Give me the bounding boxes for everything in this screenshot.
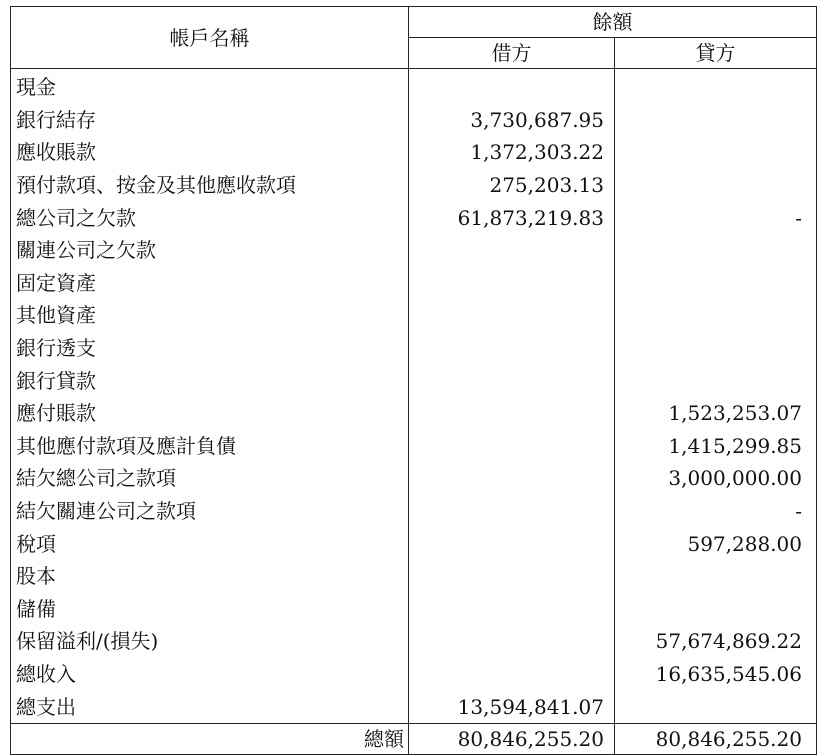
table-row	[11, 332, 817, 365]
table-header	[11, 7, 817, 69]
account-name-cell: 總收入	[11, 658, 409, 691]
table-row	[11, 169, 817, 202]
table-row	[11, 495, 817, 528]
credit-cell: 16,635,545.06	[615, 658, 817, 691]
trial-balance-table	[10, 6, 817, 755]
credit-cell	[615, 104, 817, 137]
table-row	[11, 462, 817, 495]
account-name-cell: 保留溢利/(損失)	[11, 625, 409, 658]
table-row	[11, 560, 817, 593]
debit-cell	[409, 299, 615, 332]
credit-cell	[615, 690, 817, 723]
debit-cell: 275,203.13	[409, 169, 615, 202]
account-name-cell: 股本	[11, 560, 409, 593]
credit-cell: 597,288.00	[615, 527, 817, 560]
credit-cell	[615, 593, 817, 626]
debit-cell	[409, 625, 615, 658]
table-row	[11, 104, 817, 137]
account-name-cell: 關連公司之欠款	[11, 234, 409, 267]
total-row	[11, 723, 817, 754]
table-row	[11, 267, 817, 300]
credit-cell: 1,523,253.07	[615, 397, 817, 430]
account-name-cell: 應付賬款	[11, 397, 409, 430]
debit-cell	[409, 527, 615, 560]
debit-cell	[409, 593, 615, 626]
account-name-cell: 結欠關連公司之款項	[11, 495, 409, 528]
account-name-cell: 預付款項、按金及其他應收款項	[11, 169, 409, 202]
credit-cell: -	[615, 495, 817, 528]
debit-cell	[409, 560, 615, 593]
credit-cell	[615, 299, 817, 332]
header-credit: 貸方	[615, 38, 817, 69]
table-row	[11, 625, 817, 658]
table-row	[11, 234, 817, 267]
debit-cell	[409, 267, 615, 300]
debit-cell: 1,372,303.22	[409, 136, 615, 169]
table-body	[11, 69, 817, 724]
credit-cell: -	[615, 201, 817, 234]
credit-cell: 57,674,869.22	[615, 625, 817, 658]
credit-cell	[615, 267, 817, 300]
credit-cell	[615, 69, 817, 104]
debit-cell: 61,873,219.83	[409, 201, 615, 234]
trial-balance-sheet	[10, 6, 816, 755]
account-name-cell: 固定資產	[11, 267, 409, 300]
credit-cell	[615, 332, 817, 365]
header-balance: 餘額	[409, 7, 817, 38]
table-row	[11, 690, 817, 723]
account-name-cell: 其他應付款項及應計負債	[11, 430, 409, 463]
credit-cell	[615, 560, 817, 593]
debit-cell	[409, 462, 615, 495]
credit-cell: 3,000,000.00	[615, 462, 817, 495]
debit-cell	[409, 430, 615, 463]
account-name-cell: 結欠總公司之款項	[11, 462, 409, 495]
table-row	[11, 201, 817, 234]
account-name-cell: 現金	[11, 69, 409, 104]
credit-cell	[615, 234, 817, 267]
header-debit: 借方	[409, 38, 615, 69]
credit-cell	[615, 169, 817, 202]
account-name-cell: 稅項	[11, 527, 409, 560]
total-credit: 80,846,255.20	[615, 723, 817, 754]
table-footer	[11, 723, 817, 754]
credit-cell	[615, 364, 817, 397]
table-row	[11, 136, 817, 169]
account-name-cell: 總支出	[11, 690, 409, 723]
debit-cell: 13,594,841.07	[409, 690, 615, 723]
table-row	[11, 430, 817, 463]
debit-cell	[409, 364, 615, 397]
debit-cell	[409, 332, 615, 365]
credit-cell	[615, 136, 817, 169]
header-account-name: 帳戶名稱	[11, 7, 409, 69]
credit-cell: 1,415,299.85	[615, 430, 817, 463]
account-name-cell: 總公司之欠款	[11, 201, 409, 234]
account-name-cell: 應收賬款	[11, 136, 409, 169]
account-name-cell: 銀行透支	[11, 332, 409, 365]
account-name-cell: 儲備	[11, 593, 409, 626]
debit-cell	[409, 397, 615, 430]
table-row	[11, 527, 817, 560]
debit-cell: 3,730,687.95	[409, 104, 615, 137]
debit-cell	[409, 234, 615, 267]
total-debit: 80,846,255.20	[409, 723, 615, 754]
account-name-cell: 其他資產	[11, 299, 409, 332]
table-row	[11, 299, 817, 332]
debit-cell	[409, 69, 615, 104]
table-row	[11, 593, 817, 626]
account-name-cell: 銀行結存	[11, 104, 409, 137]
table-row	[11, 69, 817, 104]
table-row	[11, 397, 817, 430]
debit-cell	[409, 495, 615, 528]
total-label: 總額	[11, 723, 409, 754]
account-name-cell: 銀行貸款	[11, 364, 409, 397]
table-row	[11, 658, 817, 691]
debit-cell	[409, 658, 615, 691]
table-row	[11, 364, 817, 397]
